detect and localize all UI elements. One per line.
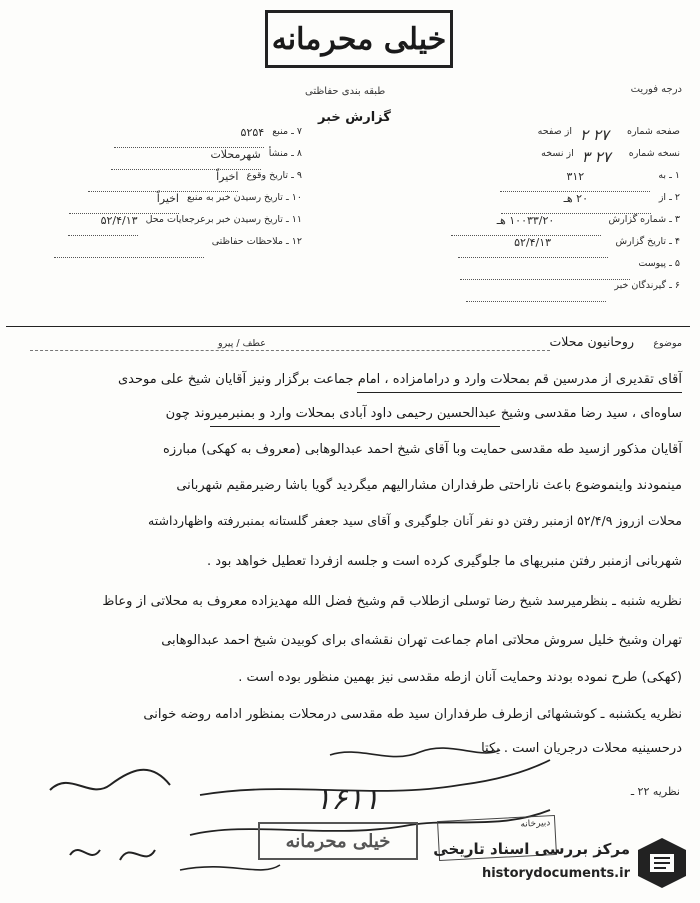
field-row: ۱۱ ـ تاریخ رسیدن خبر برعرجعایات محل ۵۲/۴/۱۳ [6, 214, 302, 236]
left-fields [6, 126, 302, 258]
underline-mark [210, 426, 500, 427]
top-classification-stamp: خیلی محرمانه [265, 10, 453, 68]
body-line: تهران وشیخ خلیل سروش محلاتی امام جماعت تهران نقشه‌ای برای کوبیدن شیخ احمد عبدالوهابی [161, 633, 682, 648]
archive-watermark [433, 830, 692, 896]
underline-mark [357, 392, 682, 393]
body-line: محلات ازروز ۵۲/۴/۹ ازمنبر رفتن دو نفر آنان جلوگیری و آقای سید جعفر گلستانه بمنبررفته واظهارداشته [148, 513, 682, 528]
report-title: گزارش خبر [318, 110, 391, 125]
body-line: آقای تقدیری از مدرسین قم بمحلات وارد و درامامزاده ، امام جماعت برگزار ونیز آقایان شیخ علی موحدی [117, 372, 682, 387]
field-row: ۱ ـ به ۳۱۲ [380, 170, 680, 192]
body-line: مینمودند واینموضوع باعث ناراحتی طرفداران مشارالیهم میگردید گویا باشا رضیرمقیم شهربانی [176, 478, 682, 493]
registry-stamp: دبیرخانه [437, 815, 557, 861]
field-row: ۹ ـ تاریخ وقوع اخیراً [6, 170, 302, 192]
degree-urgency-label: درجه فوریت [630, 84, 682, 95]
body-line: درحسینیه محلات درجریان است . یکتا [481, 741, 682, 756]
body-line: نظریه شنبه ـ بنظرمیرسد شیخ رضا توسلی ازطلاب قم وشیخ فضل الله مهدیزاده معروف به محلاتی از وعاظ [102, 594, 682, 609]
handwritten-number: ۱۶۱۱ [315, 782, 380, 817]
field-row: ۴ ـ تاریخ گزارش ۵۲/۴/۱۳ [380, 236, 680, 258]
reference-label: عطف / پیرو [218, 338, 266, 349]
field-row: ۸ ـ منشأ شهرمحلات [6, 148, 302, 170]
archive-logo-icon [634, 834, 690, 892]
subject-label: موضوع [653, 338, 682, 349]
field-row: ۷ ـ منبع ۵۲۵۴ [6, 126, 302, 148]
opinion-label: نظریه ۲۲ ـ [630, 785, 680, 798]
subject-value: روحانیون محلات [549, 334, 634, 349]
field-row: ۵ ـ پیوست [380, 258, 680, 280]
field-row: ۶ ـ گیرندگان خبر [380, 280, 680, 302]
body-line: (کهکی) طرح نموده بودند وحمایت آنان ازطه مقدسی نیز بهمین منظور بوده است . [238, 670, 682, 685]
watermark-title: مرکز بررسی اسناد تاریخی [433, 840, 630, 858]
field-row: ۱۲ ـ ملاحظات حفاظتی [6, 236, 302, 258]
body-line: آقایان مذکور ازسید طه مقدسی حمایت وبا آقای شیخ احمد عبدالوهابی (معروف به کهکی) مبارزه [163, 442, 682, 457]
classification-label: طبقه بندی حفاظتی [305, 86, 386, 97]
body-line: ساوه‌ای ، سید رضا مقدسی وشیخ عبدالحسین رحیمی داود آبادی بمحلات وارد و بمنبرمیروند چون [165, 406, 682, 421]
field-row: نسخه شماره ۲۷ ۳ از نسخه [541, 148, 680, 166]
field-row: ۲ ـ از ۲۰ هـ [380, 192, 680, 214]
header-separator [6, 326, 690, 327]
field-row: ۳ ـ شماره گزارش ۱۰۰۳۳/۲۰ هـ [380, 214, 680, 236]
field-row: ۱۰ ـ تاریخ رسیدن خبر به منبع اخیراً [6, 192, 302, 214]
body-line: شهربانی ازمنبر رفتن منبریهای ما جلوگیری کرده است و جلسه ازفردا تعطیل خواهد بود . [206, 554, 682, 569]
body-line: نظریه یکشنبه ـ کوششهائی ازطرف طرفداران سید طه مقدسی درمحلات بمنظور ادامه روضه خوانی [143, 707, 682, 722]
field-row: صفحه شماره ۲۷ ۲ از صفحه [537, 126, 680, 144]
watermark-url: historydocuments.ir [481, 866, 630, 881]
bottom-classification-stamp: خیلی محرمانه [258, 822, 418, 860]
subject-dots [30, 350, 550, 351]
right-fields [380, 126, 680, 302]
